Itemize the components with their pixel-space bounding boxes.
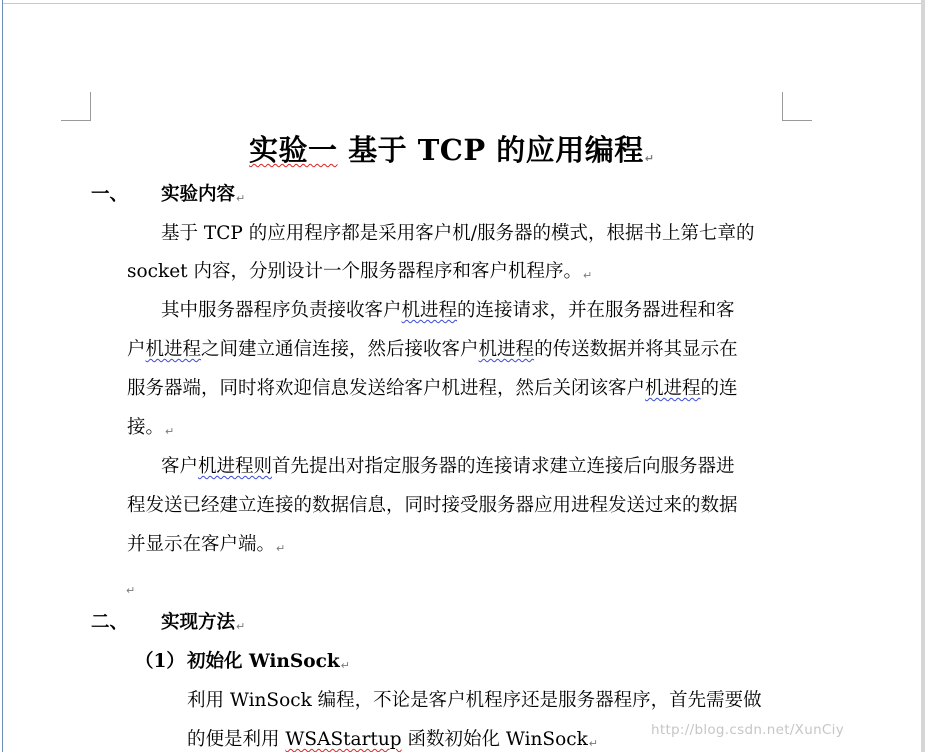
paragraph4-line2 <box>187 728 598 752</box>
subsection1-number: （1） <box>135 651 185 672</box>
document-page <box>2 0 925 752</box>
paragraph1-line2 <box>127 260 592 288</box>
section1-number: 一、 <box>91 184 129 205</box>
paragraph-mark: ↵ <box>236 620 246 633</box>
text-run: 并显示在客户端。 <box>127 534 276 555</box>
scrollbar[interactable] <box>921 0 925 752</box>
title-part1: 实验一 <box>249 133 338 167</box>
section1-title: 实验内容 <box>161 184 236 205</box>
section2-number: 二、 <box>91 612 129 633</box>
text-run: 服务器端，同时将欢迎信息发送给客户机进程，然后关闭该客户 <box>127 378 646 399</box>
grammar-flag[interactable]: 机进程 <box>478 339 535 360</box>
text-run: 之间建立通信连接，然后接收客户 <box>201 339 479 360</box>
grammar-flag[interactable]: 机进程 <box>401 300 458 321</box>
paragraph3-line1 <box>161 455 735 479</box>
text-run: 的连 <box>700 378 738 399</box>
subsection1-title: 初始化 WinSock <box>187 651 340 672</box>
text-run: 函数初始化 WinSock <box>401 729 588 750</box>
text-run: 户 <box>127 339 146 360</box>
text-run: 的便是利用 <box>187 729 286 750</box>
paragraph-mark: ↵ <box>236 192 246 205</box>
margin-corner-top-right <box>782 92 812 121</box>
subsection1-heading-text <box>187 650 350 678</box>
paragraph3-line2 <box>127 494 738 518</box>
text-run: 接。 <box>127 417 165 438</box>
paragraph-mark: ↵ <box>126 584 136 597</box>
paragraph-mark: ↵ <box>582 269 593 282</box>
paragraph1-line1-text: 基于 TCP 的应用程序都是采用客户机/服务器的模式，根据书上第七章的 <box>161 223 755 244</box>
top-border <box>3 3 925 4</box>
grammar-flag[interactable]: 机进程则 <box>198 456 273 477</box>
text-run: 客户 <box>161 456 199 477</box>
paragraph-mark: ↵ <box>165 425 175 438</box>
paragraph2-line3 <box>127 377 738 401</box>
section2-heading-text <box>161 611 245 639</box>
paragraph1-line2-text: socket 内容，分别设计一个服务器程序和客户机程序。 <box>127 261 582 282</box>
section1-heading <box>91 183 128 207</box>
text-run: 的连接请求，并在服务器进程和客 <box>457 300 735 321</box>
section2-heading <box>91 611 128 635</box>
grammar-flag[interactable]: 机进程 <box>645 378 701 399</box>
paragraph-mark: ↵ <box>644 152 655 165</box>
section2-title: 实现方法 <box>161 612 236 633</box>
text-run: 首先提出对指定服务器的连接请求建立连接后向服务器进 <box>272 456 735 477</box>
section1-heading-text <box>161 183 245 211</box>
grammar-flag[interactable]: 机进程 <box>145 339 202 360</box>
paragraph2-line2 <box>127 338 738 362</box>
paragraph-mark: ↵ <box>588 737 599 750</box>
paragraph2-line4 <box>127 416 174 444</box>
text-run: 其中服务器程序负责接收客户 <box>161 300 402 321</box>
paragraph1-line1 <box>161 222 754 246</box>
paragraph-mark: ↵ <box>276 542 286 555</box>
text-run: 的传送数据并将其显示在 <box>534 339 738 360</box>
empty-paragraph <box>125 575 135 603</box>
text-run: 程发送已经建立连接的数据信息，同时接受服务器应用进程发送过来的数据 <box>127 495 738 516</box>
paragraph4-line1 <box>187 689 762 713</box>
margin-corner-top-left <box>61 92 91 121</box>
paragraph2-line1 <box>161 299 735 323</box>
spelling-flag[interactable]: WSAStartup <box>285 729 402 750</box>
text-run: 利用 WinSock 编程，不论是客户机程序还是服务器程序，首先需要做 <box>187 690 762 711</box>
paragraph3-line3 <box>127 533 285 561</box>
title-part2: 基于 TCP 的应用编程 <box>337 133 644 167</box>
watermark: http://blog.csdn.net/XunCiy <box>651 722 844 738</box>
subsection1-heading <box>135 650 185 674</box>
document-title <box>249 133 655 176</box>
paragraph-mark: ↵ <box>340 659 350 672</box>
